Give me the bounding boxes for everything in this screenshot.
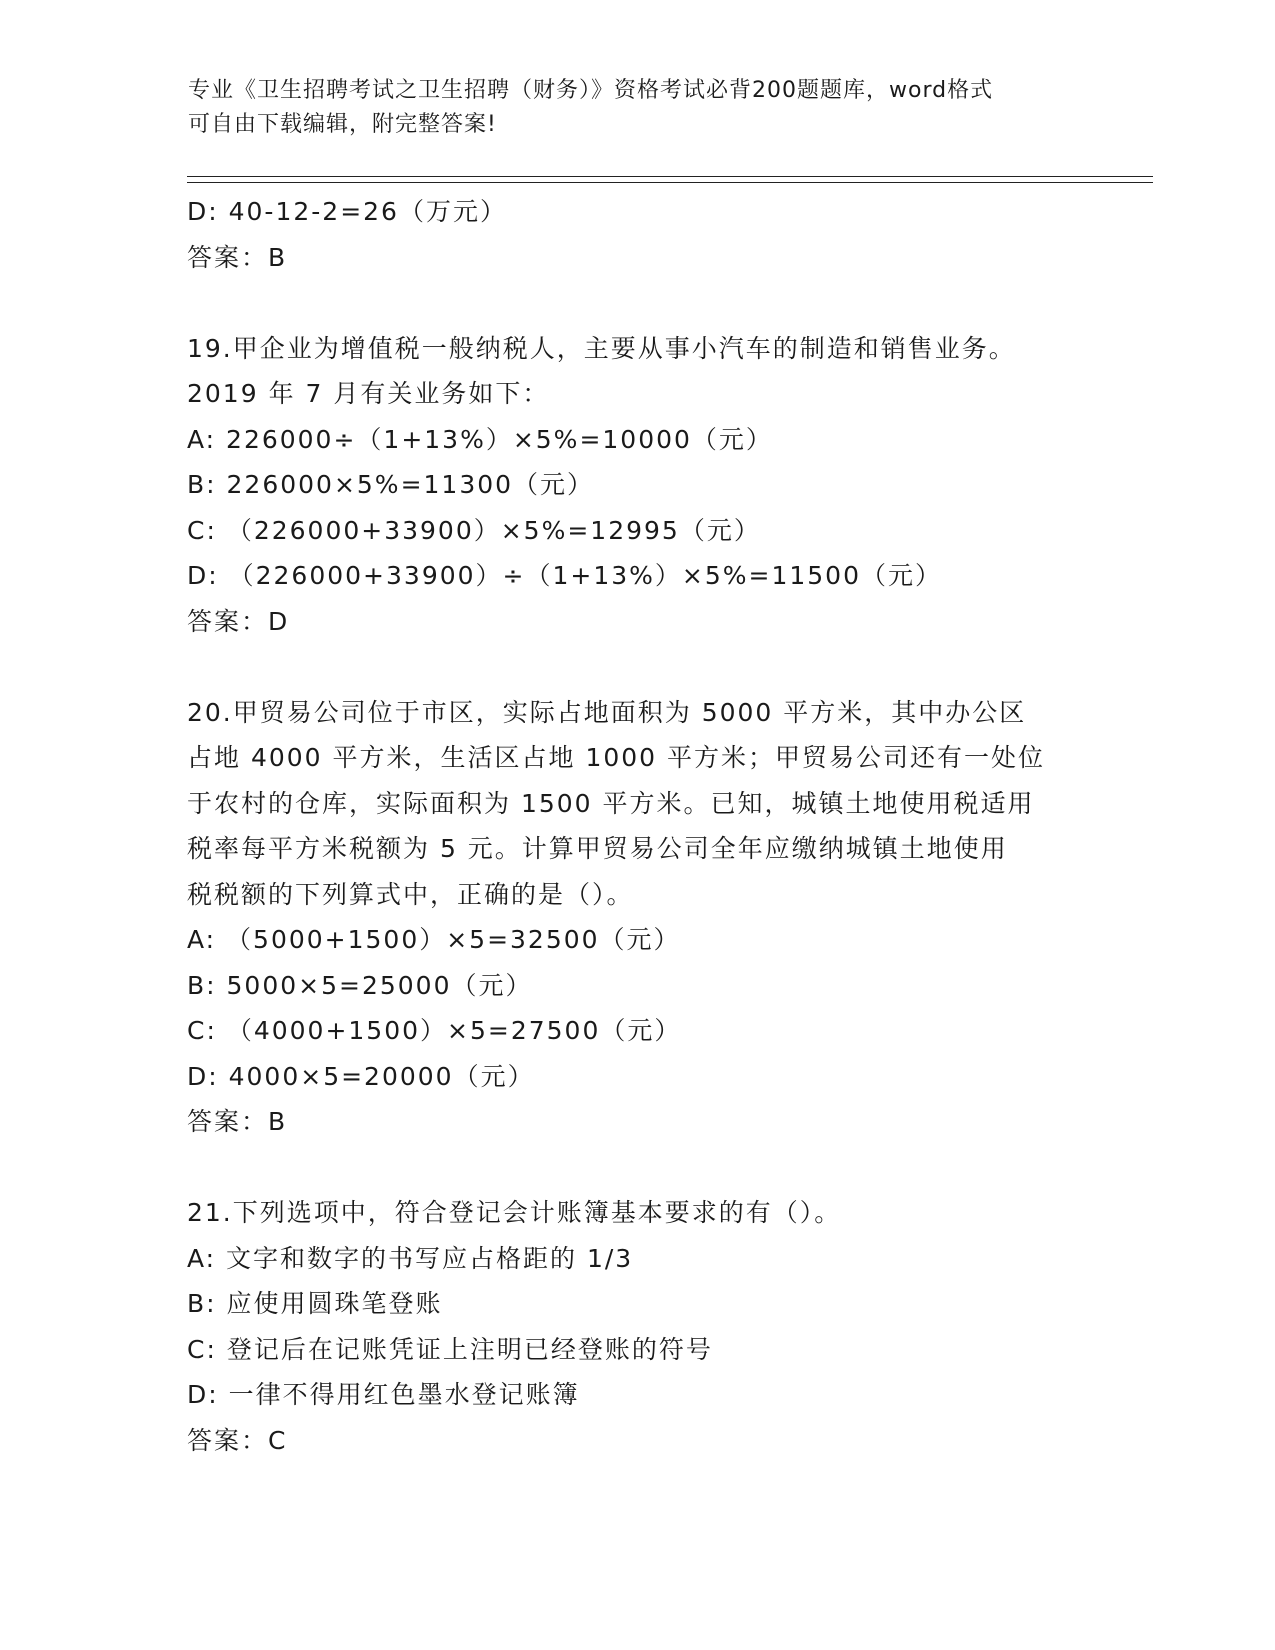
option-b: B: 226000×5%=11300（元） <box>187 470 595 499</box>
question-stem-line: 19.甲企业为增值税一般纳税人，主要从事小汽车的制造和销售业务。 <box>187 333 1016 363</box>
answer-line: 答案：B <box>187 242 288 272</box>
answer-line: 答案：D <box>187 606 290 636</box>
option-c: C: 登记后在记账凭证上注明已经登账的符号 <box>187 1334 713 1364</box>
question-stem-line: 20.甲贸易公司位于市区，实际占地面积为 5000 平方米，其中办公区 <box>187 697 1027 727</box>
option-d: D: 一律不得用红色墨水登记账簿 <box>187 1380 580 1409</box>
question-stem-line: 税税额的下列算式中，正确的是（）。 <box>187 879 634 909</box>
question-stem-line: 税率每平方米税额为 5 元。计算甲贸易公司全年应缴纳城镇土地使用 <box>187 834 1008 863</box>
option-b: B: 应使用圆珠笔登账 <box>187 1289 443 1318</box>
answer-line: 答案：C <box>187 1425 288 1455</box>
option-b: B: 5000×5=25000（元） <box>187 970 533 1000</box>
header-line-1: 专业《卫生招聘考试之卫生招聘（财务）》资格考试必背200题题库，word格式 <box>188 78 994 103</box>
option-c: C: （226000+33900）×5%=12995（元） <box>187 515 761 545</box>
spacer <box>187 280 1087 326</box>
question-stem-line: 于农村的仓库，实际面积为 1500 平方米。已知，城镇土地使用税适用 <box>187 788 1035 818</box>
header-line-2: 可自由下载编辑，附完整答案! <box>188 112 497 137</box>
document-body <box>187 189 1087 1463</box>
option-d: D: （226000+33900）÷（1+13%）×5%=11500（元） <box>187 561 942 590</box>
header-divider-top <box>187 176 1153 177</box>
previous-question-tail <box>187 189 1087 280</box>
option-a: A: （5000+1500）×5=32500（元） <box>187 925 681 954</box>
question-21 <box>187 1190 1087 1463</box>
document-header <box>188 74 1088 142</box>
option-d: D: 40-12-2=26（万元） <box>187 197 507 226</box>
question-stem-line: 2019 年 7 月有关业务如下： <box>187 379 550 408</box>
option-c: C: （4000+1500）×5=27500（元） <box>187 1016 682 1045</box>
question-stem-line: 21.下列选项中，符合登记会计账簿基本要求的有（）。 <box>187 1198 842 1227</box>
header-divider-bottom <box>187 182 1153 183</box>
answer-line: 答案：B <box>187 1107 288 1136</box>
question-20 <box>187 690 1087 1145</box>
option-a: A: 226000÷（1+13%）×5%=10000（元） <box>187 424 773 454</box>
option-a: A: 文字和数字的书写应占格距的 1/3 <box>187 1243 634 1273</box>
option-d: D: 4000×5=20000（元） <box>187 1061 535 1091</box>
question-19 <box>187 326 1087 645</box>
spacer <box>187 644 1087 690</box>
spacer <box>187 1145 1087 1191</box>
question-stem-line: 占地 4000 平方米，生活区占地 1000 平方米；甲贸易公司还有一处位 <box>187 743 1046 772</box>
